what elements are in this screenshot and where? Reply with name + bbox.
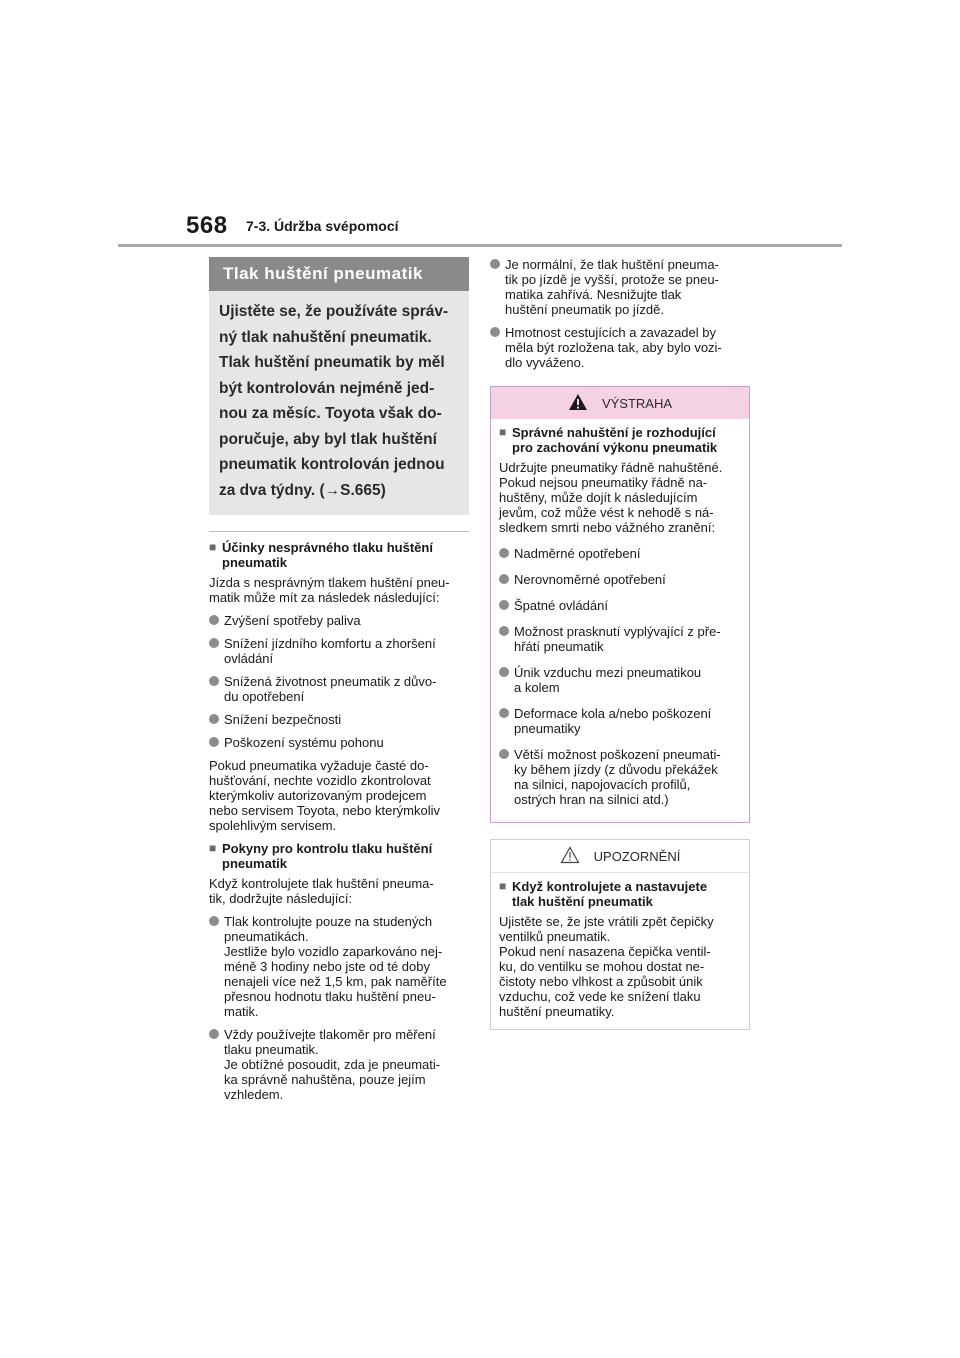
text-line: matik může mít za následek následující: — [209, 590, 440, 605]
list-item — [209, 636, 469, 666]
text-line: Možnost prasknutí vyplývající z pře- — [514, 624, 721, 639]
caution-triangle-icon — [560, 846, 580, 867]
heading-line: Správné nahuštění je rozhodující — [512, 425, 716, 440]
text-line: spolehlivým servisem. — [209, 818, 337, 833]
divider — [209, 531, 469, 532]
intro-line: Ujistěte se, že používáte správ- — [219, 303, 449, 320]
text-line: sledkem smrti nebo vážného zranění: — [499, 520, 716, 535]
bullet-dot-icon — [209, 615, 219, 625]
list-item — [499, 598, 741, 613]
list-item — [499, 747, 741, 807]
text-line: Špatné ovládání — [514, 598, 608, 613]
text-line: Je normální, že tlak huštění pneuma- — [505, 257, 719, 272]
text-line: Je obtížné posoudit, zda je pneumati- — [224, 1057, 441, 1072]
list-item — [499, 706, 741, 736]
text-line: vzhledem. — [224, 1087, 284, 1102]
bullet-dot-icon — [499, 667, 509, 677]
bullet-dot-icon — [209, 737, 219, 747]
caution-box — [490, 839, 750, 1030]
text-line: ku, do ventilku se mohou dostat ne- — [499, 959, 705, 974]
intro-line: ný tlak nahuštění pneumatik. — [219, 328, 432, 346]
section-title: 7-3. Údržba svépomocí — [246, 218, 399, 234]
text-line: Snížení jízdního komfortu a zhoršení — [224, 636, 436, 651]
text-line: nenajeli více než 1,5 km, pak naměříte — [224, 974, 447, 989]
text-line: ventilků pneumatik. — [499, 929, 611, 944]
list-item — [499, 665, 741, 695]
list-item — [209, 613, 469, 628]
text-line: Hmotnost cestujících a zavazadel by — [505, 325, 716, 340]
warning-box — [490, 386, 750, 823]
caution-header — [491, 840, 749, 873]
text-line: Větší možnost poškození pneumati- — [514, 747, 721, 762]
intro-line: za dva týdny. (→S.665) — [219, 481, 386, 499]
heading-line: pneumatik — [222, 856, 288, 871]
text-line: Když kontrolujete tlak huštění pneuma- — [209, 876, 434, 891]
bullet-dot-icon — [499, 626, 509, 636]
bullet-dot-icon — [209, 676, 219, 686]
text-line: Ujistěte se, že jste vrátili zpět čepičky — [499, 914, 714, 929]
text-line: hušťování, nechte vozidlo zkontrolovat — [209, 773, 431, 788]
text-line: Pokud není nasazena čepička ventil- — [499, 944, 711, 959]
text-line: měla být rozložena tak, aby bylo vozi- — [505, 340, 722, 355]
bullet-dot-icon — [499, 600, 509, 610]
caution-heading — [499, 879, 741, 909]
heading-line: Pokyny pro kontrolu tlaku huštění — [222, 841, 433, 856]
text-line: hřátí pneumatik — [514, 639, 604, 654]
list-item — [209, 1027, 469, 1102]
text-line: čistoty nebo vlhkost a způsobit únik — [499, 974, 703, 989]
text-line: Udržujte pneumatiky řádně nahuštěné. — [499, 460, 723, 475]
heading-line: tlak huštění pneumatik — [512, 894, 653, 909]
warning-label: VÝSTRAHA — [601, 395, 673, 411]
intro-line: nou za měsíc. Toyota však do- — [219, 405, 442, 422]
text-line: vzduchu, což vede ke snížení tlaku — [499, 989, 701, 1004]
warning-heading — [499, 425, 741, 455]
intro-line: poručuje, aby byl tlak huštění — [219, 430, 437, 448]
text-line: Vždy používejte tlakoměr pro měření — [224, 1027, 436, 1042]
square-bullet-icon: ■ — [499, 879, 507, 893]
caution-label: UPOZORNĚNÍ — [593, 848, 681, 864]
square-bullet-icon: ■ — [499, 425, 507, 439]
intro-box — [209, 291, 469, 515]
bullet-dot-icon — [499, 574, 509, 584]
text-line: Snížená životnost pneumatik z důvo- — [224, 674, 437, 689]
bullet-dot-icon — [490, 327, 500, 337]
intro-line: být kontrolován nejméně jed- — [219, 379, 435, 397]
text-line: ka správně nahuštěna, pouze jejím — [224, 1072, 426, 1087]
text-line: matika zahřívá. Nesnižujte tlak — [505, 287, 682, 302]
text-line: Nerovnoměrné opotřebení — [514, 572, 666, 587]
text-line: pneumatiky — [514, 721, 581, 736]
bullet-dot-icon — [499, 749, 509, 759]
text-line: du opotřebení — [224, 689, 305, 704]
text-line: huštění pneumatiky. — [499, 1004, 615, 1019]
intro-line: pneumatik kontrolován jednou — [219, 456, 445, 473]
right-column — [490, 257, 750, 1030]
text-line: tlaku pneumatik. — [224, 1042, 319, 1057]
paragraph — [499, 914, 741, 1019]
text-line: pneumatikách. — [224, 929, 309, 944]
bullet-dot-icon — [499, 708, 509, 718]
text-line: huštění pneumatik po jízdě. — [505, 302, 664, 317]
left-column — [209, 257, 469, 1110]
list-item — [209, 712, 469, 727]
heading-line: Účinky nesprávného tlaku huštění — [222, 540, 433, 555]
square-bullet-icon: ■ — [209, 540, 217, 554]
list-item — [490, 325, 750, 370]
text-line: Pokud nejsou pneumatiky řádně na- — [499, 475, 708, 490]
text-line: kterýmkoliv autorizovaným prodejcem — [209, 788, 427, 803]
text-line: nebo servisem Toyota, nebo kterýmkoliv — [209, 803, 440, 818]
text-line: Únik vzduchu mezi pneumatikou — [514, 665, 702, 680]
bullet-dot-icon — [499, 548, 509, 558]
list-item — [209, 674, 469, 704]
text-line: Poškození systému pohonu — [224, 735, 384, 750]
heading-line: Když kontrolujete a nastavujete — [512, 879, 708, 894]
bullet-dot-icon — [209, 916, 219, 926]
square-bullet-icon: ■ — [209, 841, 217, 855]
text-line: Nadměrné opotřebení — [514, 546, 641, 561]
text-line: tik, dodržujte následující: — [209, 891, 353, 906]
text-line: přesnou hodnotu tlaku huštění pneu- — [224, 989, 436, 1004]
text-line: na silnici, napojovacích profilů, — [514, 777, 691, 792]
text-line: ovládání — [224, 651, 274, 666]
text-line: huštěny, může dojít k následujícím — [499, 490, 698, 505]
heading-line: pneumatik — [222, 555, 288, 570]
sub-heading-instructions — [209, 841, 469, 871]
text-line: méně 3 hodiny nebo jste od té doby — [224, 959, 430, 974]
list-item — [209, 735, 469, 750]
list-item — [499, 546, 741, 561]
text-line: Tlak kontrolujte pouze na studených — [224, 914, 433, 929]
bullet-dot-icon — [209, 1029, 219, 1039]
paragraph — [209, 876, 469, 906]
paragraph — [499, 460, 741, 535]
text-line: a kolem — [514, 680, 560, 695]
topic-title: Tlak huštění pneumatik — [209, 257, 469, 291]
list-item — [209, 914, 469, 1019]
list-item — [499, 572, 741, 587]
text-line: Pokud pneumatika vyžaduje časté do- — [209, 758, 429, 773]
bullet-dot-icon — [209, 714, 219, 724]
text-line: Jízda s nesprávným tlakem huštění pneu- — [209, 575, 450, 590]
bullet-dot-icon — [490, 259, 500, 269]
paragraph — [209, 575, 469, 605]
list-item — [499, 624, 741, 654]
sub-heading-effects — [209, 540, 469, 570]
text-line: ostrých hran na silnici atd.) — [514, 792, 669, 807]
bullet-dot-icon — [209, 638, 219, 648]
list-item — [490, 257, 750, 317]
text-line: tik po jízdě je vyšší, protože se pneu- — [505, 272, 719, 287]
heading-line: pro zachování výkonu pneumatik — [512, 440, 718, 455]
text-line: Deformace kola a/nebo poškození — [514, 706, 712, 721]
text-line: matik. — [224, 1004, 259, 1019]
warning-triangle-icon — [568, 393, 588, 414]
warning-header — [491, 387, 749, 419]
text-line: dlo vyváženo. — [505, 355, 585, 370]
text-line: jevům, což může vést k nehodě s ná- — [499, 505, 714, 520]
intro-line: Tlak huštění pneumatik by měl — [219, 354, 445, 371]
text-line: Snížení bezpečnosti — [224, 712, 342, 727]
text-line: Jestliže bylo vozidlo zaparkováno nej- — [224, 944, 443, 959]
text-line: Zvýšení spotřeby paliva — [224, 613, 361, 628]
paragraph — [209, 758, 469, 833]
text-line: ky během jízdy (z důvodu překážek — [514, 762, 718, 777]
header-rule — [118, 244, 842, 247]
page-number: 568 — [186, 212, 228, 239]
